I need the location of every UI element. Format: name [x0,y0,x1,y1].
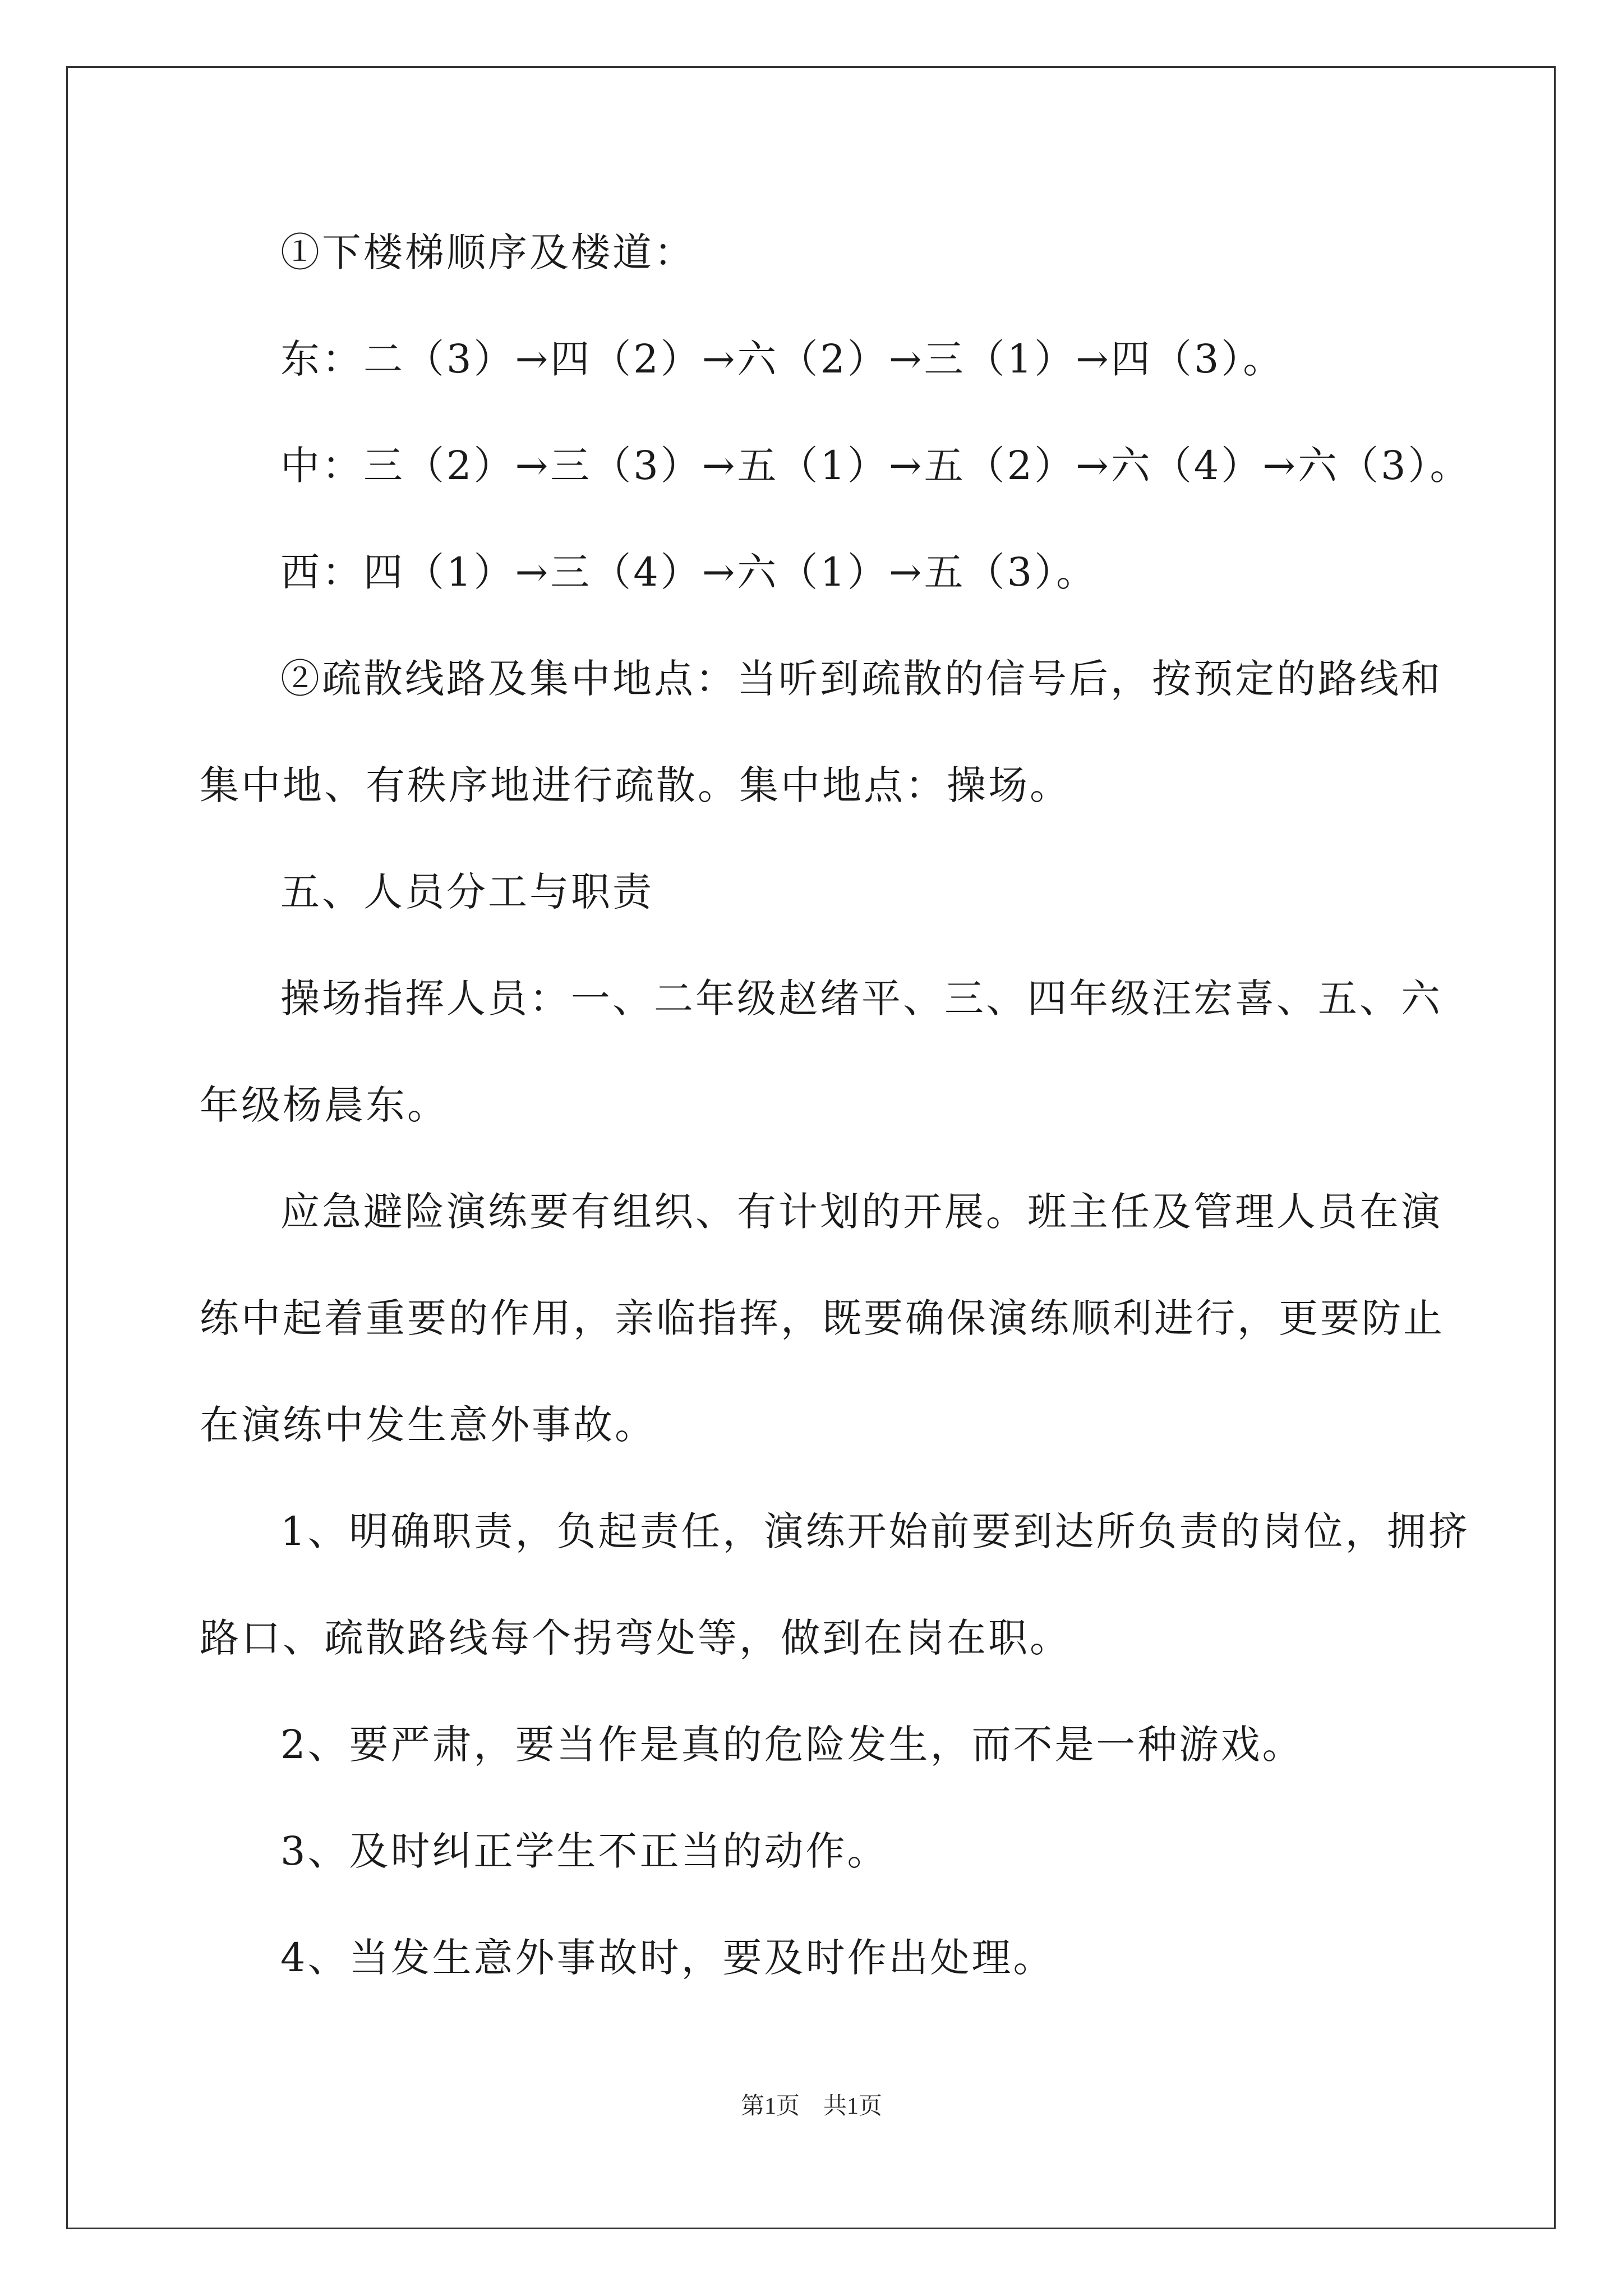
text-line-middle-route: 中：三（2）→三（3）→五（1）→五（2）→六（4）→六（3）。 [280,443,1472,489]
text-line-playground-commanders-cont: 年级杨晨东。 [200,1082,449,1128]
list-item-1-cont: 路口、疏散路线每个拐弯处等，做到在岗在职。 [200,1615,1071,1661]
section-heading-staff-duties: 五、人员分工与职责 [280,869,654,915]
text-line-drill-organization-cont1: 练中起着重要的作用，亲临指挥，既要确保演练顺利进行，更要防止 [200,1295,1445,1341]
page-border [66,66,1556,2229]
list-item-4: 4、当发生意外事故时，要及时作出处理。 [280,1935,1055,1981]
text-line-stair-order-heading: ①下楼梯顺序及楼道： [280,229,695,275]
text-line-drill-organization: 应急避险演练要有组织、有计划的开展。班主任及管理人员在演 [280,1189,1442,1235]
text-line-evacuation-route-cont: 集中地、有秩序地进行疏散。集中地点：操场。 [200,762,1071,808]
text-line-east-route: 东：二（3）→四（2）→六（2）→三（1）→四（3）。 [280,336,1285,382]
text-line-west-route: 西：四（1）→三（4）→六（1）→五（3）。 [280,549,1098,595]
list-item-2: 2、要严肃，要当作是真的危险发生，而不是一种游戏。 [280,1722,1304,1768]
list-item-3: 3、及时纠正学生不正当的动作。 [280,1828,889,1874]
list-item-1: 1、明确职责，负起责任，演练开始前要到达所负责的岗位，拥挤 [280,1508,1470,1554]
page-number-footer: 第1页 共1页 [740,2093,882,2119]
text-line-playground-commanders: 操场指挥人员：一、二年级赵绪平、三、四年级汪宏喜、五、六 [280,976,1442,1022]
text-line-evacuation-route: ②疏散线路及集中地点：当听到疏散的信号后，按预定的路线和 [280,656,1442,702]
text-line-drill-organization-cont2: 在演练中发生意外事故。 [200,1402,656,1448]
